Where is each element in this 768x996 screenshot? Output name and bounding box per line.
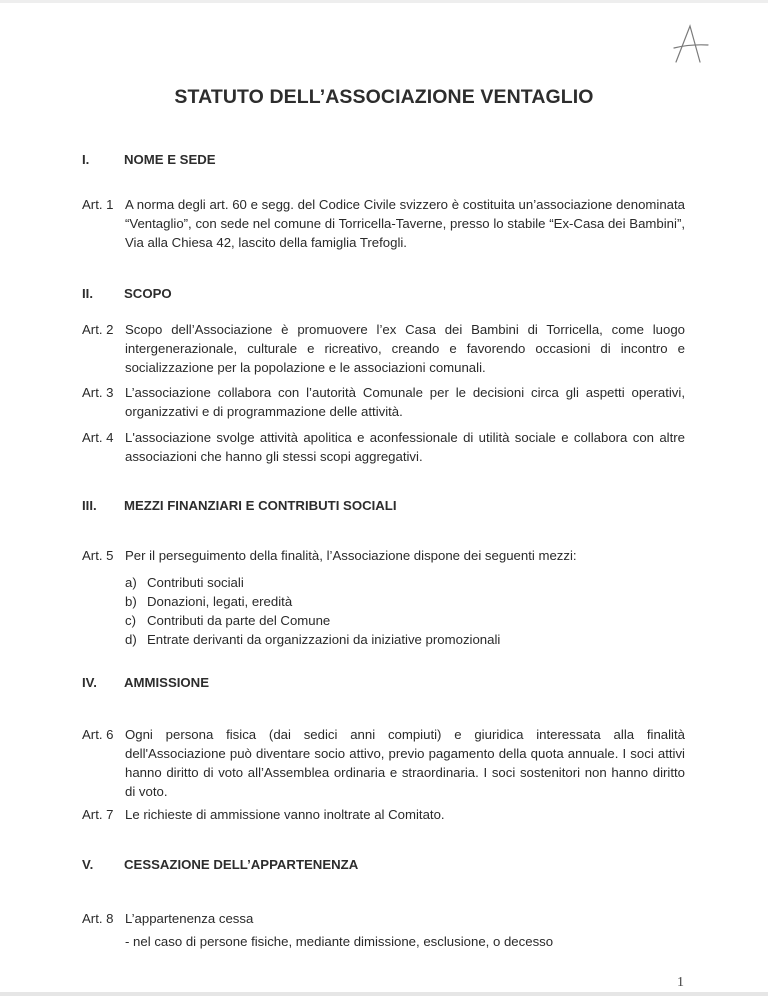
article-label: Art. 4 <box>82 430 114 445</box>
article-label: Art. 7 <box>82 807 114 822</box>
article-text: L’associazione collabora con l’autorità Comunale per le decisioni circa gli aspetti operativi, organizzativi e di programmazione delle attività. <box>125 385 685 419</box>
handwritten-letter-a <box>670 22 710 66</box>
list-item: c) Contributi da parte del Comune <box>125 613 331 628</box>
document-title: STATUTO DELL’ASSOCIAZIONE VENTAGLIO <box>174 86 594 108</box>
article-label: Art. 1 <box>82 197 114 212</box>
article-label: Art. 6 <box>82 727 114 742</box>
list-item: a) Contributi sociali <box>125 575 244 590</box>
article-label: Art. 2 <box>82 322 114 337</box>
section-number: IV. <box>82 675 97 690</box>
section-heading-1 <box>82 152 216 167</box>
section-title: NOME E SEDE <box>124 152 216 167</box>
article-label: Art. 8 <box>82 911 114 926</box>
article-text: Per il perseguimento della finalità, l’Associazione dispone dei seguenti mezzi: <box>125 548 577 563</box>
section-title: MEZZI FINANZIARI E CONTRIBUTI SOCIALI <box>124 498 397 513</box>
section-number: II. <box>82 286 93 301</box>
section-number: I. <box>82 152 90 167</box>
section-title: CESSAZIONE DELL’APPARTENENZA <box>124 857 359 872</box>
list-item: b) Donazioni, legati, eredità <box>125 594 293 609</box>
article-text: L'associazione svolge attività apolitica e aconfessionale di utilità sociale e collabora con altre associazioni che hanno gli stessi scopi aggregativi. <box>125 430 685 464</box>
section-heading-3 <box>82 498 397 513</box>
page-bottom-edge <box>0 992 768 996</box>
list-item: d) Entrate derivanti da organizzazioni da iniziative promozionali <box>125 632 501 647</box>
article-label: Art. 3 <box>82 385 114 400</box>
article-text: Scopo dell’Associazione è promuovere l’ex Casa dei Bambini di Torricella, come luogo intergenerazionale, culturale e ricreativo, creando e favorendo occasioni di incontro e socializzazione per la popolazione e le associazioni comunali. <box>125 322 685 375</box>
page-number: 1 <box>677 975 684 990</box>
page-top-edge <box>0 0 768 3</box>
article-5-list <box>125 573 500 649</box>
section-number: V. <box>82 857 94 872</box>
article-label: Art. 5 <box>82 548 114 563</box>
section-title: AMMISSIONE <box>124 675 209 690</box>
section-heading-5 <box>82 857 358 872</box>
article-text: A norma degli art. 60 e segg. del Codice Civile svizzero è costituita un’associazione denominata “Ventaglio”, con sede nel comune di Torricella-Taverne, presso lo stabile “Ex-Casa dei Bambini”, Via alla Chiesa 42, lascito della famiglia Trefogli. <box>125 197 685 250</box>
section-title: SCOPO <box>124 286 172 301</box>
section-heading-2 <box>82 286 172 301</box>
article-8-subitem: - nel caso di persone fisiche, mediante dimissione, esclusione, o decesso <box>125 934 554 949</box>
section-heading-4 <box>82 675 209 690</box>
article-text: Le richieste di ammissione vanno inoltrate al Comitato. <box>125 807 445 822</box>
article-text: Ogni persona fisica (dai sedici anni compiuti) e giuridica interessata alla finalità dell'Associazione può diventare socio attivo, previo pagamento della quota annuale. I soci attivi hanno diritto di voto all’Assemblea ordinaria e straordinaria. I soci sostenitori non hanno diritto di voto. <box>125 727 685 799</box>
section-number: III. <box>82 498 97 513</box>
article-text: L’appartenenza cessa <box>125 911 254 926</box>
